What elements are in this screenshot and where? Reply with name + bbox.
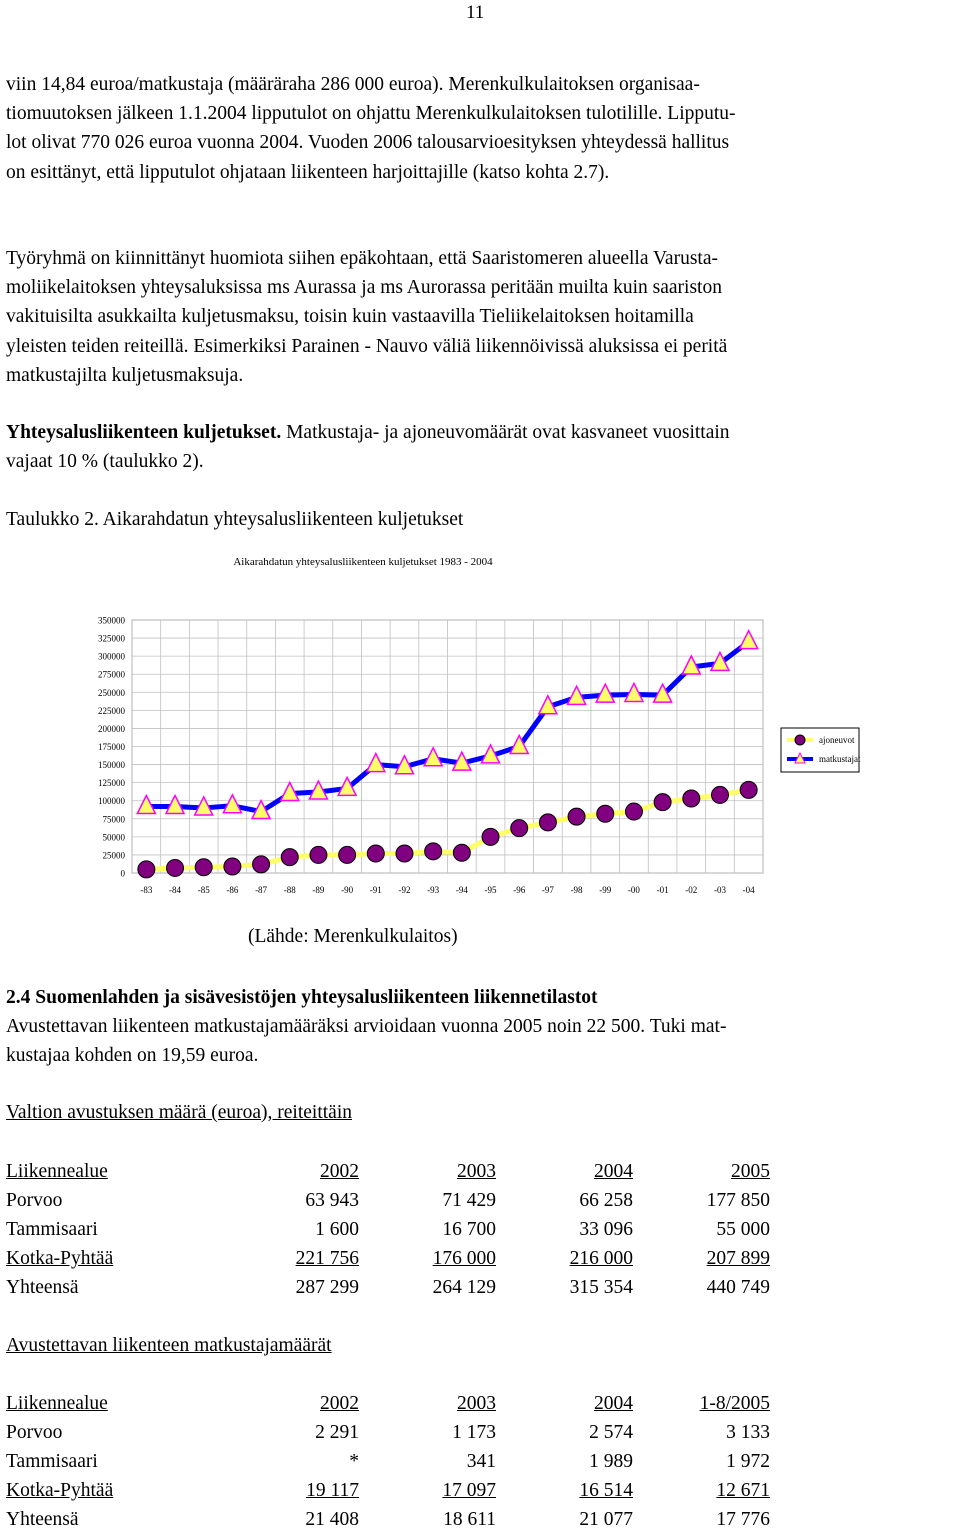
- x-tick-label: -00: [627, 885, 640, 895]
- table-header-row: [6, 1389, 770, 1418]
- y-tick-label: 300000: [98, 651, 125, 662]
- table-cell: 216 000: [569, 1248, 633, 1269]
- table-cell: Porvoo: [6, 1422, 63, 1443]
- table-cell: Yhteensä: [6, 1509, 79, 1530]
- x-tick-label: -88: [283, 885, 296, 895]
- ajoneuvot-point: [224, 858, 241, 875]
- x-tick-label: -02: [685, 885, 698, 895]
- table-cell: 18 611: [443, 1509, 496, 1530]
- subsidy-table: [6, 1157, 770, 1302]
- ajoneuvot-point: [654, 794, 671, 811]
- x-tick-label: -87: [255, 885, 268, 895]
- table-cell: 2 574: [589, 1422, 633, 1443]
- table-cell: 264 129: [432, 1277, 496, 1298]
- ajoneuvot-point: [367, 845, 384, 862]
- table-cell: 176 000: [432, 1248, 496, 1269]
- ajoneuvot-point: [539, 814, 556, 831]
- x-tick-label: -97: [541, 885, 554, 895]
- table-cell: 2 291: [315, 1422, 359, 1443]
- table-header-cell: Liikennealue: [6, 1393, 108, 1414]
- table-row: [6, 1215, 770, 1244]
- y-tick-label: 175000: [98, 742, 125, 752]
- y-tick-label: 75000: [102, 814, 125, 825]
- table-cell: 33 096: [579, 1219, 633, 1240]
- table1-title: Valtion avustuksen määrä (euroa), reiteittäin: [6, 1102, 352, 1123]
- legend-label-ajoneuvot: ajoneuvot: [819, 735, 855, 745]
- ajoneuvot-point: [453, 844, 470, 861]
- table-cell: 207 899: [706, 1248, 770, 1269]
- table-cell: 21 408: [305, 1509, 359, 1530]
- ajoneuvot-point: [568, 808, 585, 825]
- ajoneuvot-point: [425, 843, 442, 860]
- x-tick-label: -89: [312, 885, 325, 895]
- x-tick-label: -84: [169, 885, 182, 895]
- table-cell: 3 133: [726, 1422, 770, 1443]
- y-tick-label: 225000: [98, 705, 125, 716]
- x-tick-label: -92: [398, 885, 411, 895]
- y-tick-label: 250000: [98, 687, 125, 698]
- x-tick-label: -86: [226, 885, 239, 895]
- y-tick-label: 275000: [98, 669, 125, 680]
- text-line: kustajaa kohden on 19,59 euroa.: [6, 1045, 259, 1067]
- x-tick-label: -96: [513, 885, 526, 895]
- text-line: Työryhmä on kiinnittänyt huomiota siihen epäkohtaan, että Saaristomeren alueella Varusta-: [6, 248, 718, 269]
- table-cell: Tammisaari: [6, 1451, 98, 1472]
- table-cell: Yhteensä: [6, 1277, 79, 1298]
- x-tick-label: -04: [742, 885, 755, 895]
- table-row: [6, 1186, 770, 1215]
- text-line: on esittänyt, että lipputulot ohjataan liikenteen harjoittajille (katso kohta 2.7).: [6, 161, 610, 183]
- source-note: (Lähde: Merenkulkulaitos): [248, 926, 458, 947]
- section-2-4: [6, 983, 956, 1071]
- table-row: [6, 1505, 770, 1534]
- ajoneuvot-point: [597, 805, 614, 822]
- text-line: viin 14,84 euroa/matkustaja (määräraha 286 000 euroa). Merenkulkulaitoksen organisaa-: [6, 74, 700, 95]
- page-number: 11: [466, 2, 485, 23]
- text-line: vakituisilta asukkailta kuljetusmaksu, toisin kuin vastaavilla Tieliikelaitoksen hoitamilla: [6, 306, 694, 328]
- table-cell: *: [349, 1451, 359, 1472]
- text-line: tiomuutoksen jälkeen 1.1.2004 lipputulot on ohjattu Merenkulkulaitoksen tulotilille. Lipputu-: [6, 103, 736, 125]
- table-cell: 21 077: [579, 1509, 633, 1530]
- x-tick-label: -85: [197, 885, 210, 895]
- table-row: [6, 1447, 770, 1476]
- x-tick-label: -93: [427, 885, 440, 895]
- table-header-cell: Liikennealue: [6, 1161, 108, 1182]
- ajoneuvot-point: [253, 856, 270, 873]
- x-tick-label: -01: [656, 885, 669, 895]
- legend-marker-ajoneuvot: [795, 735, 805, 745]
- ajoneuvot-point: [740, 781, 757, 798]
- x-tick-label: -83: [140, 885, 153, 895]
- table-cell: Porvoo: [6, 1190, 63, 1211]
- table-cell: Tammisaari: [6, 1219, 98, 1240]
- table-row: [6, 1244, 770, 1273]
- transport-chart: [85, 540, 885, 910]
- table-cell: 315 354: [569, 1277, 633, 1298]
- text-line: moliikelaitoksen yhteysaluksissa ms Aurassa ja ms Aurorassa peritään muilta kuin saariston: [6, 277, 722, 299]
- x-tick-label: -99: [599, 885, 612, 895]
- table-header-row: [6, 1157, 770, 1186]
- ajoneuvot-point: [167, 859, 184, 876]
- table-cell: 17 776: [716, 1509, 770, 1530]
- y-tick-label: 50000: [102, 832, 125, 843]
- table-cell: 16 700: [442, 1219, 496, 1240]
- table-row: [6, 1418, 770, 1447]
- table-cell: 71 429: [442, 1190, 496, 1211]
- ajoneuvot-point: [482, 828, 499, 845]
- text-line: yleisten teiden reiteillä. Esimerkiksi Parainen - Nauvo väliä liikennöivissä aluksissa ei peritä: [6, 335, 728, 357]
- ajoneuvot-point: [310, 846, 327, 863]
- text-line: vajaat 10 % (taulukko 2).: [6, 451, 204, 473]
- paragraph-tyoryhma: [6, 244, 956, 390]
- ajoneuvot-point: [339, 846, 356, 863]
- ajoneuvot-point: [683, 790, 700, 807]
- ajoneuvot-point: [138, 861, 155, 878]
- table-cell: 440 749: [706, 1277, 770, 1298]
- table-cell: 341: [466, 1451, 496, 1472]
- table-header-cell: 2002: [320, 1393, 359, 1414]
- section-heading: 2.4 Suomenlahden ja sisävesistöjen yhteysalusliikenteen liikennetilastot: [6, 987, 598, 1008]
- y-tick-label: 0: [120, 868, 125, 879]
- table-cell: 63 943: [305, 1190, 359, 1211]
- table-row: [6, 1273, 770, 1302]
- y-tick-label: 25000: [102, 850, 125, 861]
- y-tick-label: 200000: [98, 723, 125, 734]
- table-caption: Taulukko 2. Aikarahdatun yhteysalusliikenteen kuljetukset: [6, 509, 464, 530]
- table-cell: 1 989: [589, 1451, 633, 1472]
- paragraph-kuljetukset: [6, 418, 956, 476]
- chart-title: Aikarahdatun yhteysalusliikenteen kuljetukset 1983 - 2004: [233, 556, 493, 568]
- table-cell: Kotka-Pyhtää: [6, 1248, 114, 1269]
- ajoneuvot-point: [396, 845, 413, 862]
- table-cell: 55 000: [716, 1219, 770, 1240]
- text-line: [6, 418, 956, 447]
- y-tick-label: 125000: [98, 778, 125, 789]
- table2-title: Avustettavan liikenteen matkustajamäärät: [6, 1335, 332, 1356]
- table-cell: 19 117: [306, 1480, 359, 1501]
- table-cell: 1 600: [315, 1219, 359, 1240]
- ajoneuvot-point: [511, 820, 528, 837]
- ajoneuvot-point: [281, 849, 298, 866]
- x-tick-label: -94: [455, 885, 468, 895]
- table-cell: 287 299: [295, 1277, 359, 1298]
- paragraph-heading: Yhteysalusliikenteen kuljetukset.: [6, 422, 282, 443]
- table-header-cell: 2002: [320, 1161, 359, 1182]
- table-cell: 66 258: [579, 1190, 633, 1211]
- text-line: matkustajilta kuljetusmaksuja.: [6, 364, 244, 386]
- ajoneuvot-point: [195, 859, 212, 876]
- legend-label-matkustajat: matkustajat: [819, 754, 861, 764]
- passenger-table: [6, 1389, 770, 1534]
- x-tick-label: -95: [484, 885, 497, 895]
- paragraph-text: Matkustaja- ja ajoneuvomäärät ovat kasvaneet vuosittain: [281, 422, 730, 443]
- table-header-cell: 2005: [731, 1161, 770, 1182]
- chart-svg: [85, 540, 885, 910]
- y-tick-label: 350000: [98, 615, 125, 626]
- table-cell: 16 514: [579, 1480, 633, 1501]
- x-tick-label: -03: [713, 885, 726, 895]
- y-tick-label: 150000: [98, 760, 125, 771]
- text-line: Avustettavan liikenteen matkustajamääräksi arvioidaan vuonna 2005 noin 22 500. Tuki mat-: [6, 1016, 727, 1038]
- table-cell: 17 097: [442, 1480, 496, 1501]
- table-row: [6, 1476, 770, 1505]
- table-cell: Kotka-Pyhtää: [6, 1480, 114, 1501]
- table-header-cell: 2004: [594, 1161, 633, 1182]
- table-header-cell: 2003: [457, 1161, 496, 1182]
- x-tick-label: -98: [570, 885, 583, 895]
- table-cell: 221 756: [295, 1248, 359, 1269]
- y-tick-label: 325000: [98, 633, 125, 644]
- table-header-cell: 2003: [457, 1393, 496, 1414]
- table-header-cell: 2004: [594, 1393, 633, 1414]
- table-cell: 1 173: [452, 1422, 496, 1443]
- table-cell: 1 972: [726, 1451, 770, 1472]
- table-header-cell: 1-8/2005: [699, 1393, 770, 1414]
- text-line: lot olivat 770 026 euroa vuonna 2004. Vuoden 2006 talousarvioesityksen yhteydessä hallitus: [6, 132, 730, 154]
- x-tick-label: -90: [341, 885, 354, 895]
- table-cell: 177 850: [706, 1190, 770, 1211]
- paragraph-lipputulot: [6, 70, 956, 187]
- ajoneuvot-point: [625, 803, 642, 820]
- x-tick-label: -91: [369, 885, 382, 895]
- ajoneuvot-point: [711, 786, 728, 803]
- y-tick-label: 100000: [98, 796, 125, 807]
- table-cell: 12 671: [716, 1480, 770, 1501]
